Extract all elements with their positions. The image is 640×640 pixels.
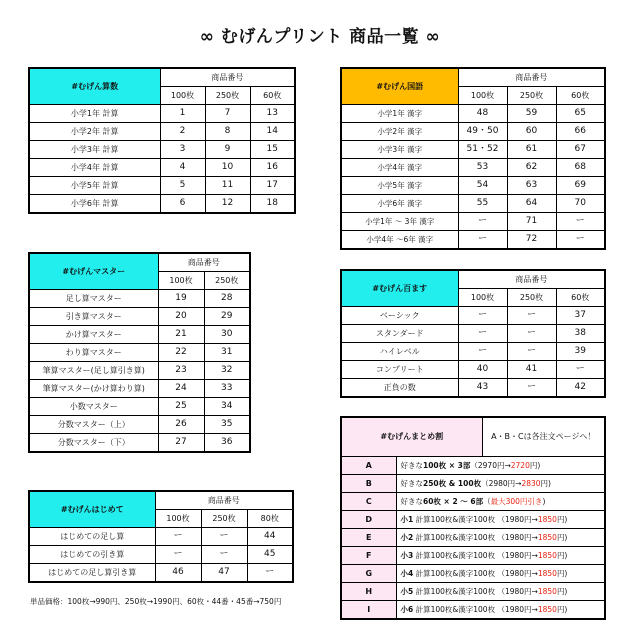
cell-100: 53 bbox=[458, 159, 507, 177]
cell-100: 6 bbox=[160, 195, 205, 214]
cell-250: 9 bbox=[205, 141, 250, 159]
cell-60: ー bbox=[556, 213, 605, 231]
kokugo-title: #むげん国語 bbox=[341, 68, 458, 105]
cell-60: 37 bbox=[556, 307, 605, 325]
table-row bbox=[29, 141, 295, 159]
row-label: 分数マスター（下） bbox=[29, 434, 158, 453]
desc-post: （2970円→ bbox=[470, 461, 511, 470]
row-description bbox=[396, 511, 605, 529]
cell-250: ー bbox=[201, 528, 247, 546]
cell-60: 70 bbox=[556, 195, 605, 213]
product-number-header: 商品番号 bbox=[158, 253, 250, 272]
row-label: わり算マスター bbox=[29, 344, 158, 362]
row-label: 小学5年 漢字 bbox=[341, 177, 458, 195]
col-60-header: 60枚 bbox=[556, 289, 605, 307]
hyakumasu-table bbox=[340, 269, 606, 398]
cell-250: ー bbox=[201, 546, 247, 564]
product-number-header: 商品番号 bbox=[458, 270, 605, 289]
cell-100: 48 bbox=[458, 105, 507, 123]
desc-tail: 円) bbox=[556, 605, 568, 614]
product-number-header: 商品番号 bbox=[155, 491, 293, 510]
cell-250: 36 bbox=[204, 434, 250, 453]
table-row bbox=[29, 344, 250, 362]
table-row bbox=[341, 123, 605, 141]
cell-60: 16 bbox=[250, 159, 295, 177]
cell-60: 13 bbox=[250, 105, 295, 123]
master-table bbox=[28, 252, 251, 453]
row-code: H bbox=[341, 583, 396, 601]
cell-100: 22 bbox=[158, 344, 204, 362]
cell-250: 63 bbox=[507, 177, 556, 195]
cell-100: 51・52 bbox=[458, 141, 507, 159]
row-code: G bbox=[341, 565, 396, 583]
cell-250: 62 bbox=[507, 159, 556, 177]
cell-60: 17 bbox=[250, 177, 295, 195]
cell-100: 27 bbox=[158, 434, 204, 453]
row-label: 小学1年 漢字 bbox=[341, 105, 458, 123]
desc-red: 1850 bbox=[537, 551, 557, 560]
table-row bbox=[29, 398, 250, 416]
table-row bbox=[29, 434, 250, 453]
cell-250: 34 bbox=[204, 398, 250, 416]
row-label: 筆算マスター(かけ算わり算) bbox=[29, 380, 158, 398]
desc-bold: 小6 bbox=[400, 605, 414, 614]
desc-bold: 小2 bbox=[400, 533, 414, 542]
col-250-header: 250枚 bbox=[204, 272, 250, 290]
cell-60: 14 bbox=[250, 123, 295, 141]
cell-100: 46 bbox=[155, 564, 201, 583]
cell-100: 49・50 bbox=[458, 123, 507, 141]
desc-post: 計算100枚&漢字100枚 （1980円→ bbox=[413, 605, 538, 614]
cell-250: 72 bbox=[507, 231, 556, 250]
row-label: 小学2年 漢字 bbox=[341, 123, 458, 141]
cell-250: 59 bbox=[507, 105, 556, 123]
cell-100: 19 bbox=[158, 290, 204, 308]
hajimete-table bbox=[28, 490, 294, 583]
desc-red: 1850 bbox=[537, 587, 557, 596]
desc-post: 計算100枚&漢字100枚 （1980円→ bbox=[413, 515, 538, 524]
table-row bbox=[29, 177, 295, 195]
price-footnote: 単品価格：100枚→990円、250枚→1990円、60枚・44番・45番→750円 bbox=[30, 597, 282, 606]
desc-post: （ bbox=[483, 497, 491, 506]
table-row bbox=[341, 361, 605, 379]
row-label: 小学4年 計算 bbox=[29, 159, 160, 177]
col-250-header: 250枚 bbox=[205, 87, 250, 105]
row-label: 小学5年 計算 bbox=[29, 177, 160, 195]
row-label: 小数マスター bbox=[29, 398, 158, 416]
col-250-header: 250枚 bbox=[507, 289, 556, 307]
desc-red: 2720 bbox=[510, 461, 530, 470]
row-description bbox=[396, 565, 605, 583]
col-80-header: 80枚 bbox=[247, 510, 293, 528]
desc-tail: 円) bbox=[556, 533, 568, 542]
cell-60: 39 bbox=[556, 343, 605, 361]
table-row bbox=[29, 123, 295, 141]
cell-250: 60 bbox=[507, 123, 556, 141]
row-description bbox=[396, 547, 605, 565]
col-250-header: 250枚 bbox=[201, 510, 247, 528]
cell-250: 47 bbox=[201, 564, 247, 583]
row-code: C bbox=[341, 493, 396, 511]
table-row bbox=[29, 362, 250, 380]
row-label: はじめての足し算引き算 bbox=[29, 564, 155, 583]
cell-100: ー bbox=[458, 307, 507, 325]
row-label: スタンダード bbox=[341, 325, 458, 343]
table-row bbox=[341, 141, 605, 159]
col-100-header: 100枚 bbox=[458, 87, 507, 105]
table-row bbox=[341, 325, 605, 343]
cell-100: 5 bbox=[160, 177, 205, 195]
desc-red: 1850 bbox=[537, 533, 557, 542]
desc-bold: 小5 bbox=[400, 587, 414, 596]
desc-tail: 円) bbox=[556, 587, 568, 596]
matome-note: A・B・Cは各注文ページへ！ bbox=[482, 417, 605, 457]
cell-60: 42 bbox=[556, 379, 605, 398]
cell-250: 61 bbox=[507, 141, 556, 159]
desc-red: 1850 bbox=[537, 515, 557, 524]
cell-100: 3 bbox=[160, 141, 205, 159]
desc-bold: 小1 bbox=[400, 515, 414, 524]
cell-100: 23 bbox=[158, 362, 204, 380]
cell-100: 1 bbox=[160, 105, 205, 123]
row-description bbox=[396, 493, 605, 511]
desc-pre: 好きな bbox=[400, 461, 423, 470]
cell-250: ー bbox=[507, 325, 556, 343]
desc-post: 計算100枚&漢字100枚 （1980円→ bbox=[413, 533, 538, 542]
desc-post: （2980円→ bbox=[481, 479, 522, 488]
desc-tail: 円) bbox=[540, 479, 551, 488]
cell-250: 32 bbox=[204, 362, 250, 380]
cell-80: 44 bbox=[247, 528, 293, 546]
col-100-header: 100枚 bbox=[160, 87, 205, 105]
table-row bbox=[341, 105, 605, 123]
table-row bbox=[341, 231, 605, 250]
hyakumasu-title: #むげん百ます bbox=[341, 270, 458, 307]
desc-bold: 100枚 × 3部 bbox=[423, 461, 471, 470]
row-description bbox=[396, 583, 605, 601]
cell-60: 68 bbox=[556, 159, 605, 177]
cell-60: ー bbox=[556, 231, 605, 250]
cell-250: 29 bbox=[204, 308, 250, 326]
row-label: ハイレベル bbox=[341, 343, 458, 361]
product-number-header: 商品番号 bbox=[160, 68, 295, 87]
cell-100: 4 bbox=[160, 159, 205, 177]
table-row bbox=[29, 308, 250, 326]
row-code: D bbox=[341, 511, 396, 529]
kokugo-table bbox=[340, 67, 606, 250]
cell-100: 26 bbox=[158, 416, 204, 434]
col-100-header: 100枚 bbox=[458, 289, 507, 307]
cell-100: ー bbox=[458, 325, 507, 343]
desc-post: 計算100枚&漢字100枚 （1980円→ bbox=[413, 569, 538, 578]
table-row bbox=[341, 195, 605, 213]
cell-250: 64 bbox=[507, 195, 556, 213]
desc-post: 計算100枚&漢字100枚 （1980円→ bbox=[413, 551, 538, 560]
row-code: A bbox=[341, 457, 396, 475]
cell-100: 20 bbox=[158, 308, 204, 326]
row-label: ベーシック bbox=[341, 307, 458, 325]
desc-tail: 円) bbox=[556, 515, 568, 524]
cell-250: 8 bbox=[205, 123, 250, 141]
row-description bbox=[396, 475, 605, 493]
row-description bbox=[396, 601, 605, 620]
desc-tail: ) bbox=[542, 497, 546, 506]
cell-250: 31 bbox=[204, 344, 250, 362]
row-label: はじめての足し算 bbox=[29, 528, 155, 546]
cell-100: ー bbox=[458, 343, 507, 361]
desc-tail: 円) bbox=[556, 569, 568, 578]
row-label: 引き算マスター bbox=[29, 308, 158, 326]
row-label: 小学3年 漢字 bbox=[341, 141, 458, 159]
row-label: 小学3年 計算 bbox=[29, 141, 160, 159]
sansu-title: #むげん算数 bbox=[29, 68, 160, 105]
row-label: 足し算マスター bbox=[29, 290, 158, 308]
row-label: 正負の数 bbox=[341, 379, 458, 398]
cell-250: 10 bbox=[205, 159, 250, 177]
table-row bbox=[341, 457, 605, 475]
cell-100: 25 bbox=[158, 398, 204, 416]
cell-100: 55 bbox=[458, 195, 507, 213]
cell-250: 35 bbox=[204, 416, 250, 434]
col-60-header: 60枚 bbox=[250, 87, 295, 105]
product-number-header: 商品番号 bbox=[458, 68, 605, 87]
cell-60: 15 bbox=[250, 141, 295, 159]
cell-100: ー bbox=[458, 213, 507, 231]
cell-100: 2 bbox=[160, 123, 205, 141]
table-row bbox=[341, 159, 605, 177]
cell-60: 69 bbox=[556, 177, 605, 195]
row-label: 小学4年 ～6年 漢字 bbox=[341, 231, 458, 250]
table-row bbox=[341, 565, 605, 583]
table-row bbox=[341, 511, 605, 529]
desc-post: 計算100枚&漢字100枚 （1980円→ bbox=[413, 587, 538, 596]
table-row bbox=[341, 529, 605, 547]
cell-100: 54 bbox=[458, 177, 507, 195]
desc-tail: 円) bbox=[529, 461, 541, 470]
table-row bbox=[29, 195, 295, 214]
row-label: 小学1年 計算 bbox=[29, 105, 160, 123]
table-row bbox=[341, 343, 605, 361]
cell-100: 21 bbox=[158, 326, 204, 344]
row-label: 筆算マスター(足し算引き算) bbox=[29, 362, 158, 380]
table-row bbox=[341, 583, 605, 601]
master-title: #むげんマスター bbox=[29, 253, 158, 290]
table-row bbox=[29, 105, 295, 123]
row-code: F bbox=[341, 547, 396, 565]
desc-pre: 好きな bbox=[400, 497, 423, 506]
cell-250: ー bbox=[507, 343, 556, 361]
cell-250: ー bbox=[507, 307, 556, 325]
cell-250: 33 bbox=[204, 380, 250, 398]
desc-red: 1850 bbox=[537, 605, 557, 614]
cell-60: 38 bbox=[556, 325, 605, 343]
cell-60: 67 bbox=[556, 141, 605, 159]
cell-80: 45 bbox=[247, 546, 293, 564]
table-row bbox=[29, 380, 250, 398]
cell-100: ー bbox=[155, 546, 201, 564]
table-row bbox=[29, 546, 293, 564]
table-row bbox=[341, 177, 605, 195]
table-row bbox=[29, 564, 293, 583]
cell-250: 7 bbox=[205, 105, 250, 123]
row-label: 小学1年 ～ 3年 漢字 bbox=[341, 213, 458, 231]
table-row bbox=[29, 290, 250, 308]
row-code: E bbox=[341, 529, 396, 547]
table-row bbox=[341, 213, 605, 231]
cell-250: ー bbox=[507, 379, 556, 398]
cell-60: 65 bbox=[556, 105, 605, 123]
desc-bold: 小4 bbox=[400, 569, 414, 578]
cell-100: 43 bbox=[458, 379, 507, 398]
row-label: 分数マスター（上） bbox=[29, 416, 158, 434]
cell-250: 28 bbox=[204, 290, 250, 308]
table-row bbox=[341, 493, 605, 511]
desc-tail: 円) bbox=[556, 551, 568, 560]
cell-250: 30 bbox=[204, 326, 250, 344]
matome-title: #むげんまとめ割 bbox=[341, 417, 482, 457]
desc-pre: 好きな bbox=[400, 479, 423, 488]
desc-red: 1850 bbox=[537, 569, 557, 578]
desc-red: 最大300円引き bbox=[490, 497, 543, 506]
row-code: B bbox=[341, 475, 396, 493]
cell-60: 18 bbox=[250, 195, 295, 214]
col-100-header: 100枚 bbox=[155, 510, 201, 528]
cell-100: ー bbox=[155, 528, 201, 546]
table-row bbox=[29, 326, 250, 344]
hajimete-title: #むげんはじめて bbox=[29, 491, 155, 528]
desc-bold: 250枚 & 100枚 bbox=[423, 479, 482, 488]
row-label: コンプリート bbox=[341, 361, 458, 379]
cell-80: ー bbox=[247, 564, 293, 583]
cell-100: 24 bbox=[158, 380, 204, 398]
row-description bbox=[396, 529, 605, 547]
cell-250: 11 bbox=[205, 177, 250, 195]
table-row bbox=[341, 547, 605, 565]
col-60-header: 60枚 bbox=[556, 87, 605, 105]
page-title: ∞ むげんプリント 商品一覧 ∞ bbox=[199, 27, 441, 47]
table-row bbox=[341, 307, 605, 325]
cell-250: 12 bbox=[205, 195, 250, 214]
row-label: 小学4年 漢字 bbox=[341, 159, 458, 177]
row-label: 小学6年 漢字 bbox=[341, 195, 458, 213]
table-row bbox=[29, 159, 295, 177]
row-code: I bbox=[341, 601, 396, 620]
row-description bbox=[396, 457, 605, 475]
table-row bbox=[29, 528, 293, 546]
table-row bbox=[341, 475, 605, 493]
desc-red: 2830 bbox=[521, 479, 541, 488]
desc-bold: 小3 bbox=[400, 551, 414, 560]
row-label: かけ算マスター bbox=[29, 326, 158, 344]
row-label: 小学6年 計算 bbox=[29, 195, 160, 214]
table-row bbox=[29, 416, 250, 434]
row-label: はじめての引き算 bbox=[29, 546, 155, 564]
cell-250: 71 bbox=[507, 213, 556, 231]
cell-60: ー bbox=[556, 361, 605, 379]
col-100-header: 100枚 bbox=[158, 272, 204, 290]
matome-table bbox=[340, 416, 606, 620]
col-250-header: 250枚 bbox=[507, 87, 556, 105]
cell-60: 66 bbox=[556, 123, 605, 141]
cell-250: 41 bbox=[507, 361, 556, 379]
cell-100: ー bbox=[458, 231, 507, 250]
row-label: 小学2年 計算 bbox=[29, 123, 160, 141]
table-row bbox=[341, 379, 605, 398]
sansu-table bbox=[28, 67, 296, 214]
cell-100: 40 bbox=[458, 361, 507, 379]
desc-bold: 60枚 × 2 ～ 6部 bbox=[423, 497, 484, 506]
table-row bbox=[341, 601, 605, 620]
